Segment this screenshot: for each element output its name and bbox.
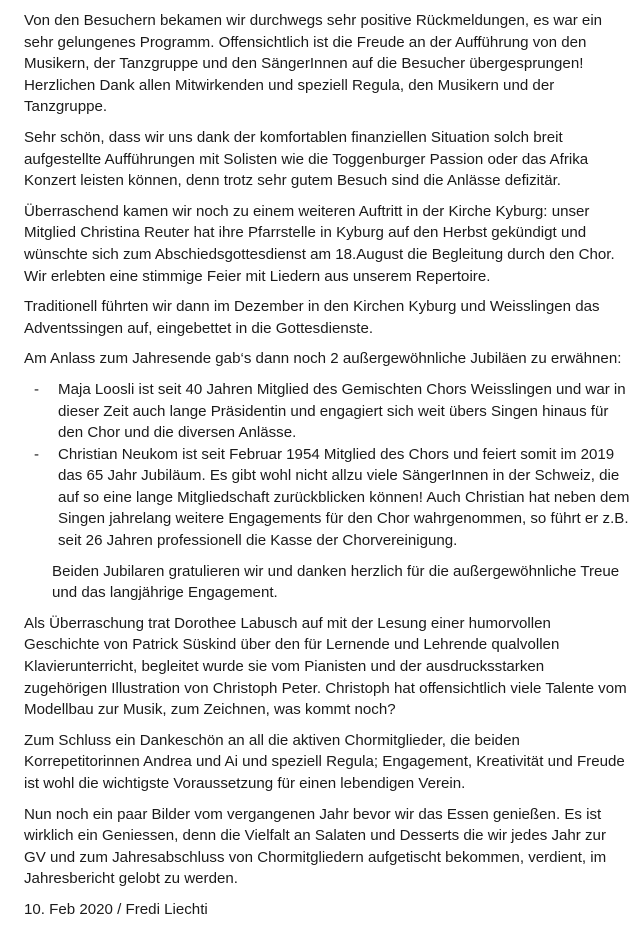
- paragraph-thanks: Zum Schluss ein Dankeschön an all die aktiven Chormitglieder, die beiden Korrepetitorinnen Andrea und Ai und speziell Regula; Engagement, Kreativität und Freude ist wohl die wichtigste Voraussetzung für einen lebendigen Verein.: [24, 731, 625, 792]
- document-page: [24, 10, 630, 921]
- list-item: [24, 379, 630, 444]
- bullet-dash: -: [34, 445, 40, 463]
- paragraph-reading: Als Überraschung trat Dorothee Labusch auf mit der Lesung einer humorvollen Geschichte von Patrick Süskind über den für Lernende und Lehrende qualvollen Klavierunterricht, begleitet wurde sie vom Pianisten und der ausdrucksstarken zugehörigen Illustration von Christoph Peter. Christoph hat offensichtlich viele Talente vom Modellbau zur Musik, zum Zeichnen, was kommt noch?: [24, 614, 627, 719]
- list-item-text: Maja Loosli ist seit 40 Jahren Mitglied des Gemischten Chors Weisslingen und war in dieser Zeit auch lange Präsidentin und engagiert sich weit übers Singen hinaus für den Chor und die diversen Anlässe.: [58, 380, 626, 442]
- paragraph-feedback: Von den Besuchern bekamen wir durchwegs sehr positive Rückmeldungen, es war ein sehr gelungenes Programm. Offensichtlich ist die Freude an der Aufführung von den Musikern, der Tanzgruppe und den SängerInnen auf die Besucher übergesprungen! Herzlichen Dank allen Mitwirkenden und speziell Regula, den Musikern und der Tanzgruppe.: [24, 12, 603, 116]
- paragraph-congrats: Beiden Jubilaren gratulieren wir und danken herzlich für die außergewöhnliche Treue und das langjährige Engagement.: [52, 562, 620, 602]
- list-item-text: Christian Neukom ist seit Februar 1954 Mitglied des Chors und feiert somit im 2019 das 65 Jahr Jubiläum. Es gibt wohl nicht allzu viele SängerInnen in der Schweiz, die auf so eine lange Mitgliedschaft zurückblicken können! Auch Christian hat neben dem Singen jahrelang weitere Engagements für den Chor wahrgenommen, so führt er z.B. seit 26 Jahren professionell die Kasse der Chorvereinigung.: [58, 445, 630, 550]
- bullet-dash: -: [34, 380, 40, 398]
- jubilee-list: [24, 379, 630, 552]
- paragraph-kyburg: Überraschend kamen wir noch zu einem weiteren Auftritt in der Kirche Kyburg: unser Mitglied Christina Reuter hat ihre Pfarrstelle in Kyburg auf den Herbst gekündigt und wünschte sich zum Abschiedsgottesdienst am 18.August die Begleitung durch den Chor. Wir erlebten eine stimmige Feier mit Liedern aus unserem Repertoire.: [24, 202, 615, 285]
- paragraph-finances: Sehr schön, dass wir uns dank der komfortablen finanziellen Situation solch breit aufgestellte Aufführungen mit Solisten wie die Toggenburger Passion oder das Afrika Konzert leisten können, denn trotz sehr gutem Besuch sind die Anlässe defizitär.: [24, 128, 589, 190]
- list-item: [24, 444, 630, 552]
- paragraph-pictures: Nun noch ein paar Bilder vom vergangenen Jahr bevor wir das Essen genießen. Es ist wirklich ein Geniessen, denn die Vielfalt an Salaten und Desserts die wir jedes Jahr zur GV und zum Jahresabschluss von Chormitgliedern aufgetischt bekommen, verdient, im Jahresbericht gelobt zu werden.: [24, 805, 607, 888]
- signature-line: 10. Feb 2020 / Fredi Liechti: [24, 900, 208, 918]
- paragraph-advent: Traditionell führten wir dann im Dezember in den Kirchen Kyburg und Weisslingen das Adventssingen auf, eingebettet in die Gottesdienste.: [24, 298, 600, 337]
- paragraph-jubilee-intro: Am Anlass zum Jahresende gab‘s dann noch 2 außergewöhnliche Jubiläen zu erwähnen:: [24, 350, 622, 368]
